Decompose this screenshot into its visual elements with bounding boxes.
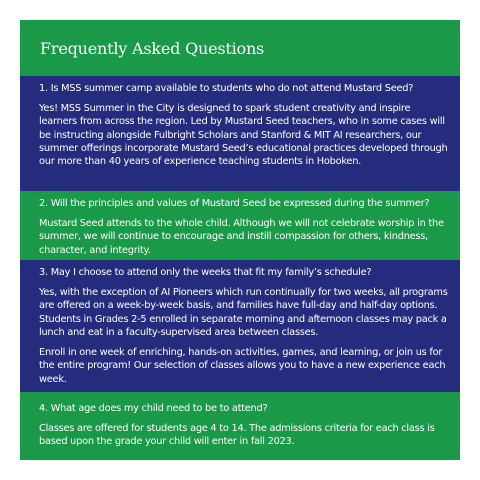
page-title: Frequently Asked Questions — [40, 39, 265, 58]
faq-answer: Yes, with the exception of AI Pioneers which run continually for two weeks, all programs are offered on a week-by-week basis, and families have full-day and half-day options. Students in Grades 2-5 enrolled in separate morning and afternoon classes may pack a lunch and eat in a faculty-supervised area between classes. — [39, 287, 448, 338]
faq-question: 3. May I choose to attend only the weeks that fit my family’s schedule? — [39, 267, 372, 278]
faq-item-1 — [20, 76, 460, 191]
faq-answer: Mustard Seed attends to the whole child. Although we will not celebrate worship in the summer, we will continue to encourage and instill compassion for others, kindness, character, and integrity. — [39, 218, 444, 256]
faq-item-3 — [20, 260, 460, 392]
faq-answer: Enroll in one week of enriching, hands-on activities, games, and learning, or join us for the entire program! Our selection of classes allows you to have a new experience each week. — [39, 347, 446, 385]
faq-answer: Classes are offered for students age 4 to 14. The admissions criteria for each class is based upon the grade your child will enter in fall 2023. — [39, 423, 435, 448]
faq-answer: Yes! MSS Summer in the City is designed to spark student creativity and inspire learners from across the region. Led by Mustard Seed teachers, who in some cases will be instructing alongside Fulbright Scholars and Stanford & MIT AI researchers, our summer offerings incorporate Mustard Seed’s educational practices developed through our more than 40 years of experience teaching students in Hoboken. — [39, 103, 448, 168]
faq-item-2 — [20, 191, 460, 260]
faq-question: 1. Is MSS summer camp available to students who do not attend Mustard Seed? — [39, 83, 414, 94]
faq-question: 4. What age does my child need to be to attend? — [39, 403, 268, 414]
faq-item-4 — [20, 396, 460, 456]
faq-question: 2. Will the principles and values of Mustard Seed be expressed during the summer? — [39, 198, 430, 209]
